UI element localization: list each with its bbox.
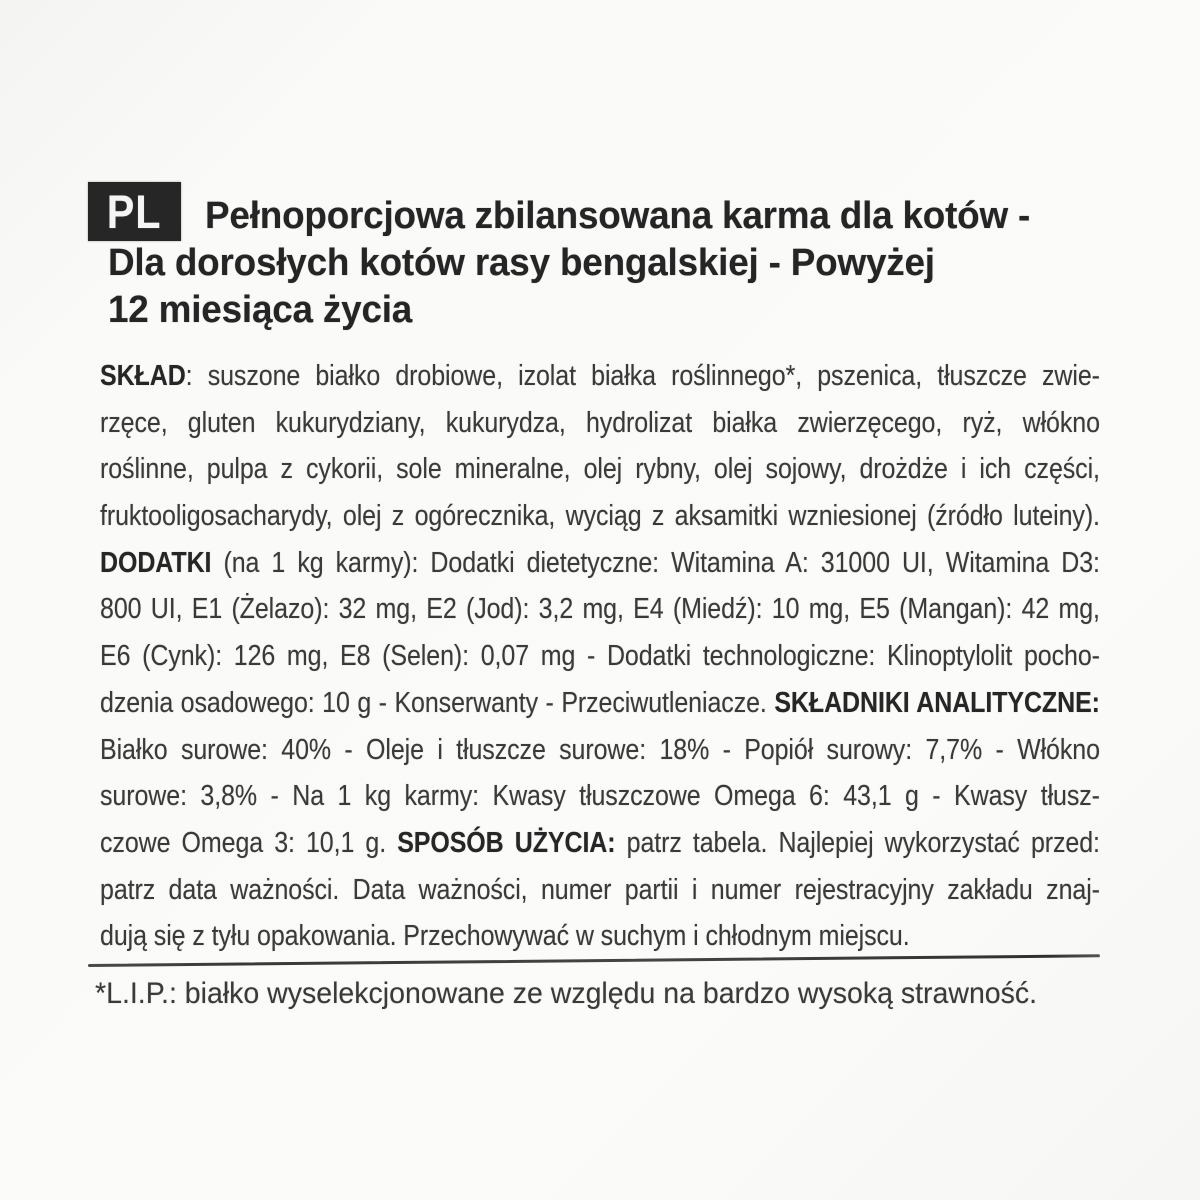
body-text-line [100,820,1100,867]
lip-footnote: *L.I.P.: białko wyselekcjonowane ze względu na bardzo wysoką strawność. [95,977,1038,1010]
body-text-line [100,633,1100,680]
body-text-segment: 800 UI, E1 (Żelazo): 32 mg, E2 (Jod): 3,2 mg, E4 (Miedź): 10 mg, E5 (Mangan): 42 mg, [100,593,1100,626]
body-text-line [100,353,1100,400]
body-text-segment: dują się z tyłu opakowania. Przechowywać w suchym i chłodnym miejscu. [100,920,910,953]
product-title [108,193,1194,334]
body-text-line [100,773,1100,820]
body-text-line [100,913,1100,960]
body-text-segment: patrz data ważności. Data ważności, numer partii i numer rejestracyjny zakładu znaj- [100,873,1100,906]
body-text-segment: : suszone białko drobiowe, izolat białka roślinnego*, pszenica, tłuszcze zwie- [185,360,1100,392]
body-text-segment: E6 (Cynk): 126 mg, E8 (Selen): 0,07 mg - Dodatki technologiczne: Klinoptylolit pocho- [100,640,1100,673]
body-text-segment: (na 1 kg karmy): Dodatki dietetyczne: Witamina A: 31000 UI, Witamina D3: [211,546,1100,579]
product-title-line-1: Pełnoporcjowa zbilansowana karma dla kotów - [205,195,1031,237]
body-text-segment: fruktooligosacharydy, olej z ogórecznika, wyciąg z aksamitki wzniesionej (źródło luteiny). [100,500,1100,533]
body-text-line [100,400,1100,447]
section-heading-text: SPOSÓB UŻYCIA: [397,826,616,859]
body-text-line [100,493,1100,540]
product-title-line-2: Dla dorosłych kotów rasy bengalskiej - Powyżej [108,242,935,284]
body-text-segment: patrz tabela. Najlepiej wykorzystać przed: [615,826,1100,859]
body-text-segment: rzęce, gluten kukurydziany, kukurydza, hydrolizat białka zwierzęcego, ryż, włókno [100,406,1100,439]
body-text-segment: roślinne, pulpa z cykorii, sole mineralne, olej rybny, olej sojowy, drożdże i ich części, [100,453,1100,486]
section-heading-text: SKŁADNIKI ANALITYCZNE: [774,686,1100,719]
body-text-segment: dzenia osadowego: 10 g - Konserwanty - Przeciwutleniacze. [100,686,775,719]
language-badge-text: PL [107,185,162,238]
body-text-line [100,586,1100,633]
label-body-text [100,353,1100,960]
body-text-line [100,727,1100,774]
body-text-segment: czowe Omega 3: 10,1 g. [100,826,398,859]
section-heading-text: SKŁAD [100,360,186,392]
body-text-segment: Białko surowe: 40% - Oleje i tłuszcze surowe: 18% - Popiół surowy: 7,7% - Włókno [100,733,1100,766]
body-text-line [100,446,1100,493]
body-text-line [100,867,1100,914]
product-title-line-3: 12 miesiąca życia [108,289,413,331]
section-heading-text: DODATKI [100,546,212,579]
body-text-segment: surowe: 3,8% - Na 1 kg karmy: Kwasy tłuszczowe Omega 6: 43,1 g - Kwasy tłusz- [100,780,1100,813]
body-text-line [100,680,1100,727]
body-text-line [100,540,1100,587]
